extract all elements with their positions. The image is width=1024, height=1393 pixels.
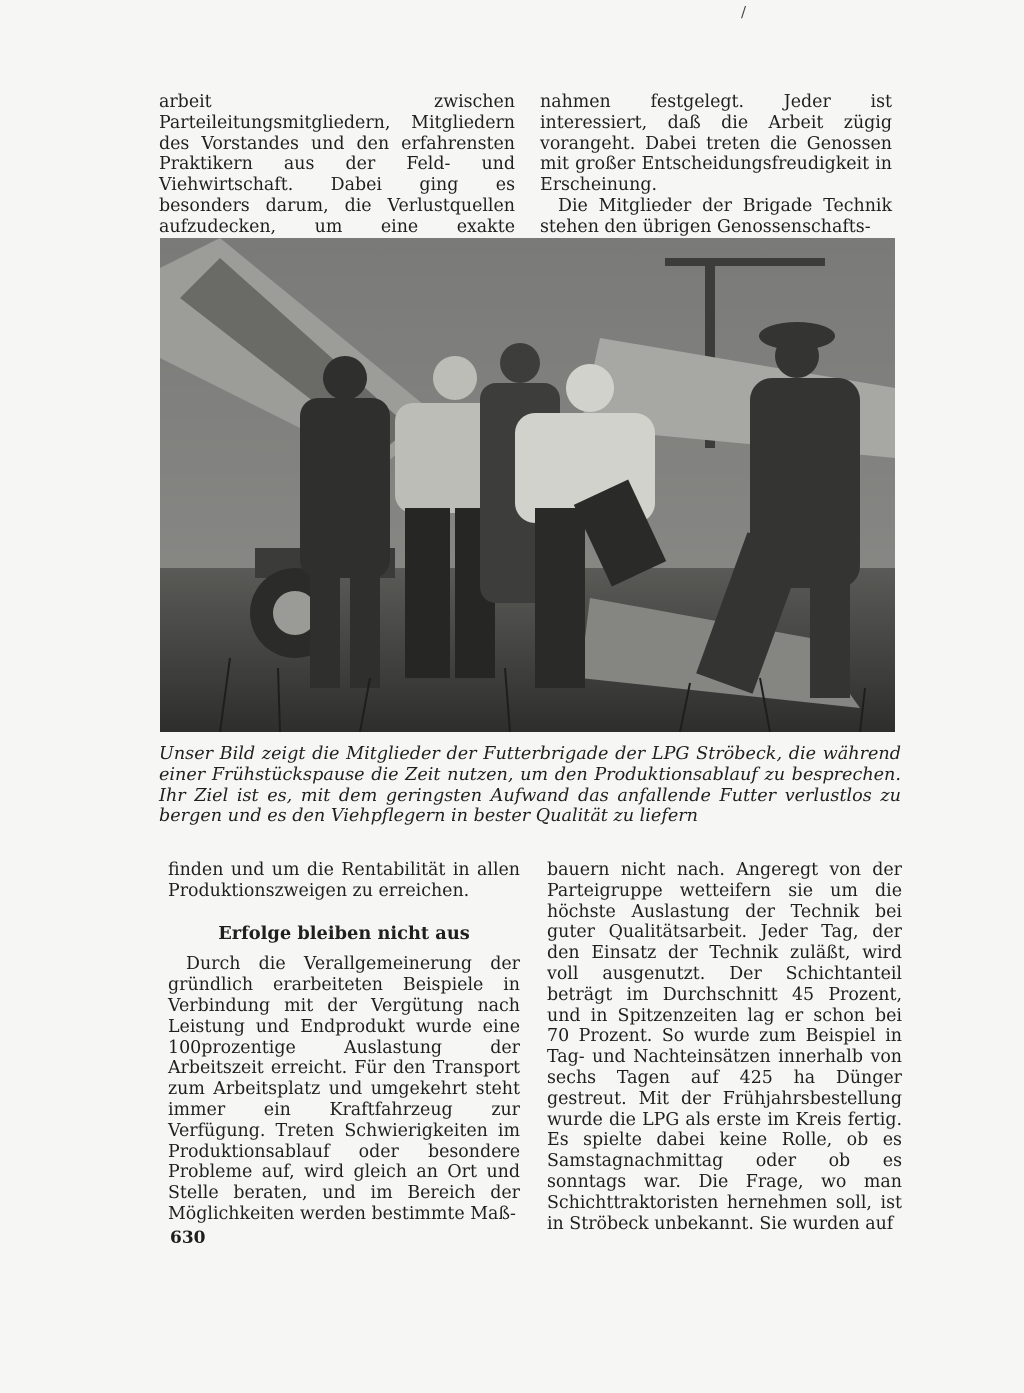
photo-image xyxy=(160,238,895,732)
corner-mark: / xyxy=(741,3,747,21)
paragraph: arbeit zwischen Parteileitungsmitgliedern, Mitgliedern des Vorstandes und den erfahrensten Praktikern aus der Feld- und Viehwirtschaft. Dabei ging es besonders darum, die Verlustquellen aufzudecken, um eine exakte xyxy=(159,92,515,237)
top-right-column xyxy=(540,92,892,238)
paragraph: nahmen festgelegt. Jeder ist interessiert, daß die Arbeit zügig vorangeht. Dabei treten die Genossen mit großer Entscheidungsfreudigkeit in Erscheinung. xyxy=(540,92,892,196)
paragraph: Die Mitglieder der Brigade Technik stehen den übrigen Genossenschafts- xyxy=(540,195,892,237)
page-number: 630 xyxy=(170,1228,206,1248)
bottom-right-column xyxy=(547,860,902,1234)
photo-caption: Unser Bild zeigt die Mitglieder der Futterbrigade der LPG Ströbeck, die während einer Frühstückspause die Zeit nutzen, um den Produktionsablauf zu besprechen. Ihr Ziel ist es, mit dem geringsten Aufwand das anfallende Futter verlustlos zu bergen und es den Viehpflegern in bester Qualität zu liefern xyxy=(159,744,901,827)
bottom-left-column xyxy=(168,860,520,1225)
paragraph: Durch die Verallgemeinerung der gründlich erarbeiteten Beispiele in Verbindung mit der Vergütung nach Leistung und Endprodukt wurde eine 100prozentige Auslastung der Arbeitszeit erreicht. Für den Transport zum Arbeitsplatz und umgekehrt steht immer ein Kraftfahrzeug zur Verfügung. Treten Schwierigkeiten im Produktionsablauf oder besondere Probleme auf, wird gleich an Ort und Stelle beraten, und im Bereich der Möglichkeiten werden bestimmte Maß- xyxy=(168,954,520,1224)
paragraph: bauern nicht nach. Angeregt von der Parteigruppe wetteifern sie um die höchste Auslastung der Technik bei guter Qualitätsarbeit. Jeder Tag, der den Einsatz der Technik zuläßt, wird voll ausgenutzt. Der Schichtanteil beträgt im Durchschnitt 45 Prozent, und in Spitzenzeiten lag er schon bei 70 Prozent. So wurde zum Beispiel in Tag- und Nachteinsätzen innerhalb von sechs Tagen auf 425 ha Dünger gestreut. Mit der Frühjahrsbestellung wurde die LPG als erste im Kreis fertig. Es spielte dabei keine Rolle, ob es Samstagnachmittag oder ob es sonntags war. Die Frage, wo man Schichttraktoristen hernehmen soll, ist in Ströbeck unbekannt. Sie wurden auf xyxy=(547,860,902,1234)
top-left-column xyxy=(159,92,515,258)
photo-futterbrigade xyxy=(160,238,895,732)
section-heading: Erfolge bleiben nicht aus xyxy=(218,922,470,944)
paragraph: finden und um die Rentabilität in allen Produktionszweigen zu erreichen. xyxy=(168,860,520,901)
